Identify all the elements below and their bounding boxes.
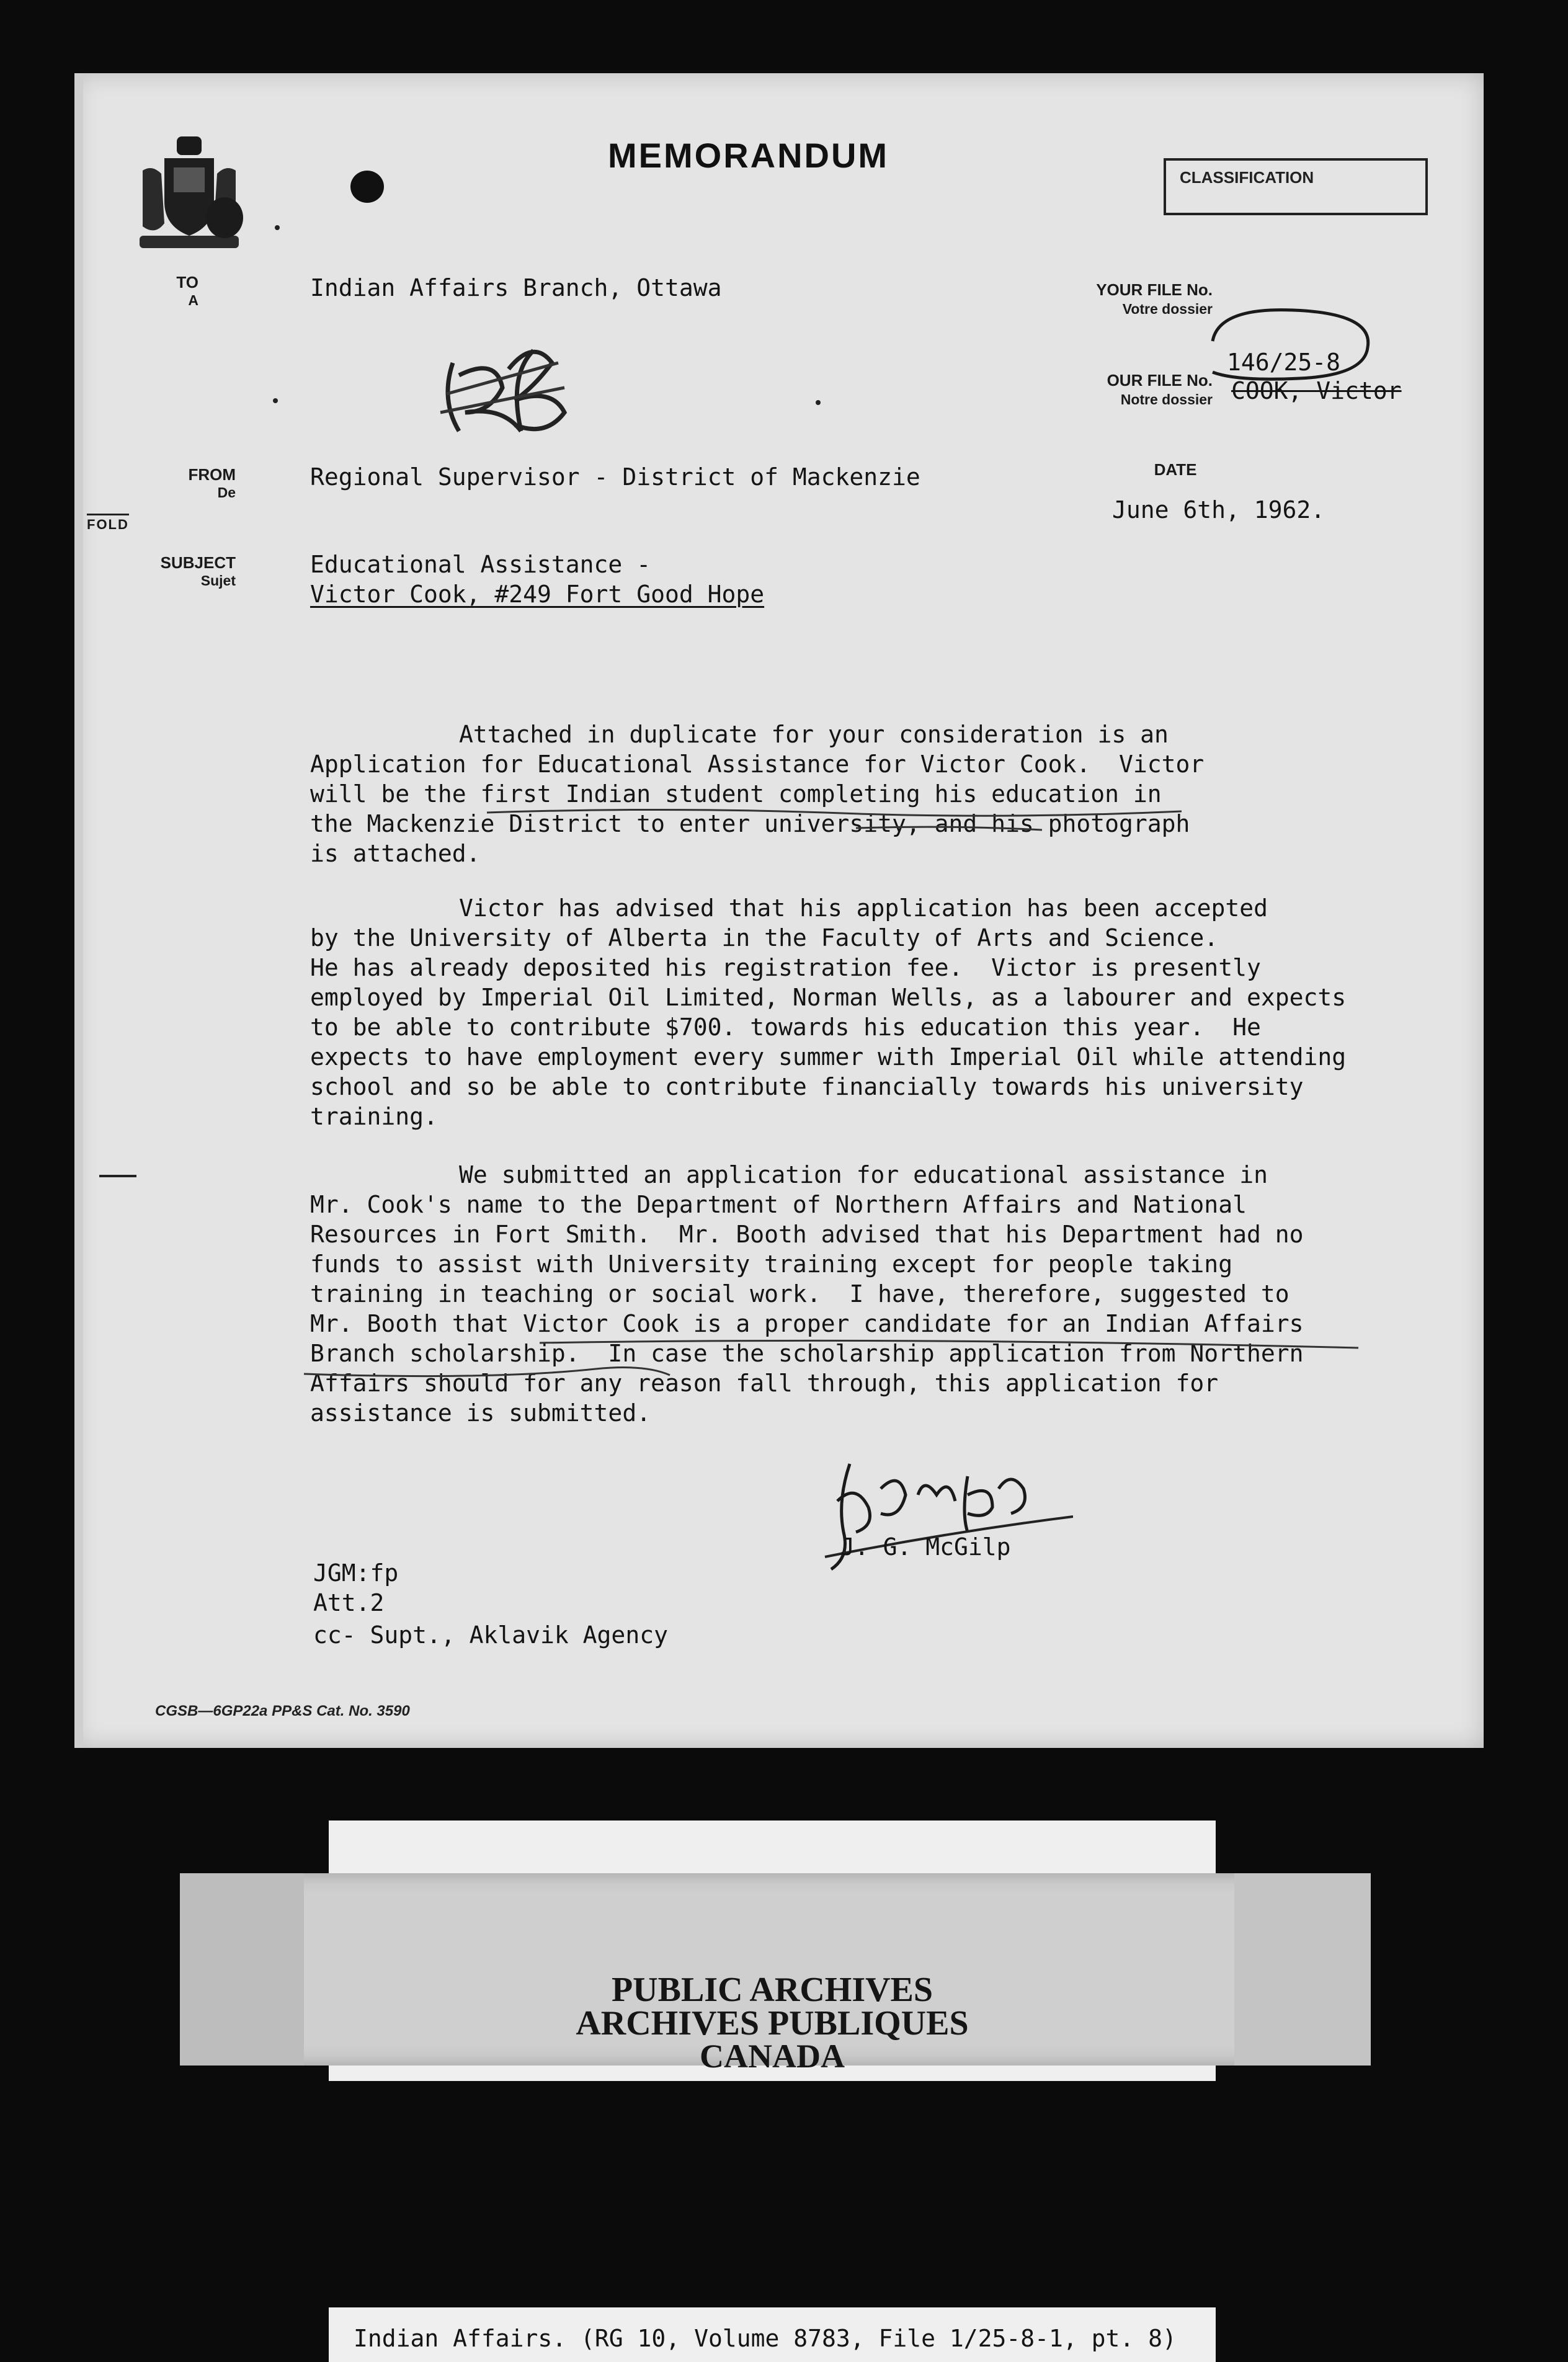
- date-value: June 6th, 1962.: [1112, 496, 1325, 524]
- dot: [273, 398, 278, 403]
- form-number: CGSB—6GP22a PP&S Cat. No. 3590: [155, 1703, 410, 1719]
- signatory-name: J. G. McGilp: [840, 1533, 1011, 1561]
- paragraph-line: Branch scholarship. In case the scholarship application from Northern: [310, 1340, 1304, 1367]
- coat-of-arms-icon: [130, 133, 248, 257]
- archive-label-tab-left: [180, 1873, 304, 2066]
- paragraph-line: He has already deposited his registration fee. Victor is presently: [310, 954, 1261, 981]
- archives-line-1: PUBLIC ARCHIVES: [611, 1971, 933, 2009]
- archives-line-3: CANADA: [700, 2038, 845, 2075]
- file-number-circle: [1188, 304, 1392, 409]
- paragraph-line: assistance is submitted.: [310, 1399, 651, 1427]
- dot: [275, 225, 280, 230]
- ink-blot: [350, 171, 384, 203]
- archive-citation: Indian Affairs. (RG 10, Volume 8783, File 1/25-8-1, pt. 8): [354, 2325, 1177, 2352]
- paragraph-line: school and so be able to contribute financially towards his university: [310, 1073, 1304, 1100]
- scribble-mark: [428, 338, 589, 450]
- subject-label: SUBJECT: [160, 553, 236, 572]
- paragraph-line: is attached.: [310, 840, 481, 867]
- paragraph-line: Attached in duplicate for your consideration is an: [459, 721, 1169, 748]
- paragraph-line: by the University of Alberta in the Faculty of Arts and Science.: [310, 924, 1219, 951]
- archives-line-2: ARCHIVES PUBLIQUES: [576, 2004, 969, 2043]
- subject-line-2: Victor Cook, #249 Fort Good Hope: [310, 581, 765, 608]
- to-label: TO: [176, 273, 198, 292]
- dot: [816, 400, 821, 405]
- to-label-fr: A: [188, 292, 198, 308]
- our-file-label-fr: Notre dossier: [1120, 391, 1213, 408]
- classification-box: [1164, 158, 1428, 215]
- your-file-label-fr: Votre dossier: [1122, 301, 1213, 317]
- to-value: Indian Affairs Branch, Ottawa: [310, 274, 722, 301]
- paragraph-line: Application for Educational Assistance for Victor Cook. Victor: [310, 751, 1205, 778]
- paragraph-line: training in teaching or social work. I have, therefore, suggested to: [310, 1280, 1290, 1308]
- paragraph-line: employed by Imperial Oil Limited, Norman Wells, as a labourer and expects: [310, 984, 1347, 1011]
- typist-initials: JGM:fp: [313, 1559, 399, 1587]
- handwritten-underline: [484, 800, 1197, 837]
- paragraph-1: [310, 720, 1204, 868]
- paragraph-line: expects to have employment every summer with Imperial Oil while attending: [310, 1043, 1347, 1071]
- paragraph-line: Resources in Fort Smith. Mr. Booth advised that his Department had no: [310, 1221, 1304, 1248]
- page-edge: [74, 73, 83, 1748]
- paragraph-line: Mr. Cook's name to the Department of Northern Affairs and National: [310, 1191, 1247, 1218]
- subject-line-1: Educational Assistance -: [310, 551, 651, 578]
- paragraph-line: training.: [310, 1103, 438, 1130]
- ink-blot: [206, 197, 243, 238]
- paragraph-line: We submitted an application for educational assistance in: [459, 1161, 1268, 1188]
- paragraph-line: will be the first Indian student completing his education in: [310, 780, 1162, 808]
- paragraph-line: to be able to contribute $700. towards his education this year. He: [310, 1014, 1261, 1041]
- your-file-label: YOUR FILE No.: [1096, 280, 1213, 299]
- our-file-number: 146/25-8: [1227, 349, 1341, 376]
- paragraph-line: Mr. Booth that Victor Cook is a proper candidate for an Indian Affairs: [310, 1310, 1304, 1337]
- paragraph-line: funds to assist with University training except for people taking: [310, 1250, 1233, 1278]
- paragraph-line: the Mackenzie District to enter university, and his photograph: [310, 810, 1190, 837]
- paragraph-2: [310, 893, 1346, 1131]
- from-value: Regional Supervisor - District of Mackenzie: [310, 463, 920, 491]
- paragraph-line: Affairs should for any reason fall through, this application for: [310, 1370, 1219, 1397]
- subject-label-fr: Sujet: [200, 573, 236, 589]
- memo-title: MEMORANDUM: [608, 136, 889, 175]
- from-label: FROM: [188, 465, 236, 484]
- from-label-fr: De: [217, 484, 236, 501]
- our-file-label: OUR FILE No.: [1107, 371, 1213, 390]
- paragraph-line: Victor has advised that his application has been accepted: [459, 894, 1268, 922]
- carbon-copy: cc- Supt., Aklavik Agency: [313, 1621, 668, 1649]
- handwritten-signature: [800, 1451, 1073, 1582]
- fold-label: FOLD: [87, 514, 129, 533]
- handwritten-underline: [304, 1337, 1371, 1411]
- margin-mark: [99, 1175, 136, 1177]
- archive-label-tab-right: [1234, 1873, 1371, 2066]
- our-file-struck-name: COOK, Victor: [1231, 377, 1402, 404]
- classification-label: CLASSIFICATION: [1180, 168, 1314, 187]
- attachments: Att.2: [313, 1589, 385, 1616]
- date-label: DATE: [1154, 460, 1197, 479]
